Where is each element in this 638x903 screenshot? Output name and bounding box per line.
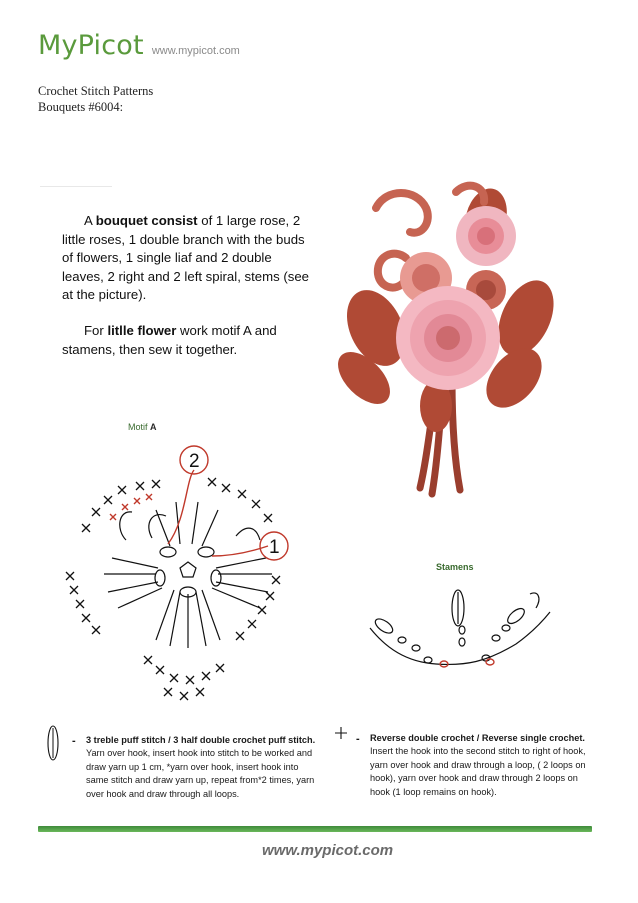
legend-right-dash: - xyxy=(356,733,360,745)
brand-header xyxy=(38,30,240,61)
motif-a-chart xyxy=(56,440,296,710)
stamens-label: Stamens xyxy=(436,562,474,572)
document-subtitle: Crochet Stitch Patterns xyxy=(38,84,154,98)
brand-url[interactable]: www.mypicot.com xyxy=(151,45,240,57)
legend-reverse-sc: Reverse double crochet / Reverse single crochet. Insert the hook into the second stitch to right of hook, yarn over hook and draw through a loop, ( 2 loops on hook), yarn over hook and draw through 2 loops on hook (1 loop remains on hook). xyxy=(370,733,586,797)
intro-paragraph-flower: For litlle flower work motif A and stamens, then sew it together. xyxy=(62,322,277,357)
legend-left-dash: - xyxy=(72,735,76,747)
intro-paragraph-bouquet: A bouquet consist of 1 large rose, 2 little roses, 1 double branch with the buds of flowers, 1 single liaf and 2 double leaves, 2 right and 2 left spiral, stems (see at the picture). xyxy=(62,213,310,303)
footer-rule xyxy=(38,826,592,832)
motif-label: Motif A xyxy=(128,422,157,432)
brand-logo: MyPicot xyxy=(38,30,144,61)
round-1-label: 1 xyxy=(269,537,280,558)
intro-text xyxy=(62,212,312,359)
legend-puff-stitch: 3 treble puff stitch / 3 half double crochet puff stitch. Yarn over hook, insert hook into stitch to be worked and draw yarn up 1 cm, *yarn over hook, insert hook into same stitch and draw yarn up, repeat from*2 times, yarn over hook and draw through all loops. xyxy=(86,735,316,799)
puff-stitch-icon xyxy=(46,724,60,762)
reverse-sc-icon xyxy=(334,726,348,740)
pattern-number: Bouquets #6004: xyxy=(38,100,124,114)
round-2-label: 2 xyxy=(189,451,200,472)
stamens-chart xyxy=(366,578,552,686)
divider xyxy=(40,186,112,187)
footer-url[interactable]: www.mypicot.com xyxy=(262,842,394,859)
bouquet-photo xyxy=(336,178,568,500)
